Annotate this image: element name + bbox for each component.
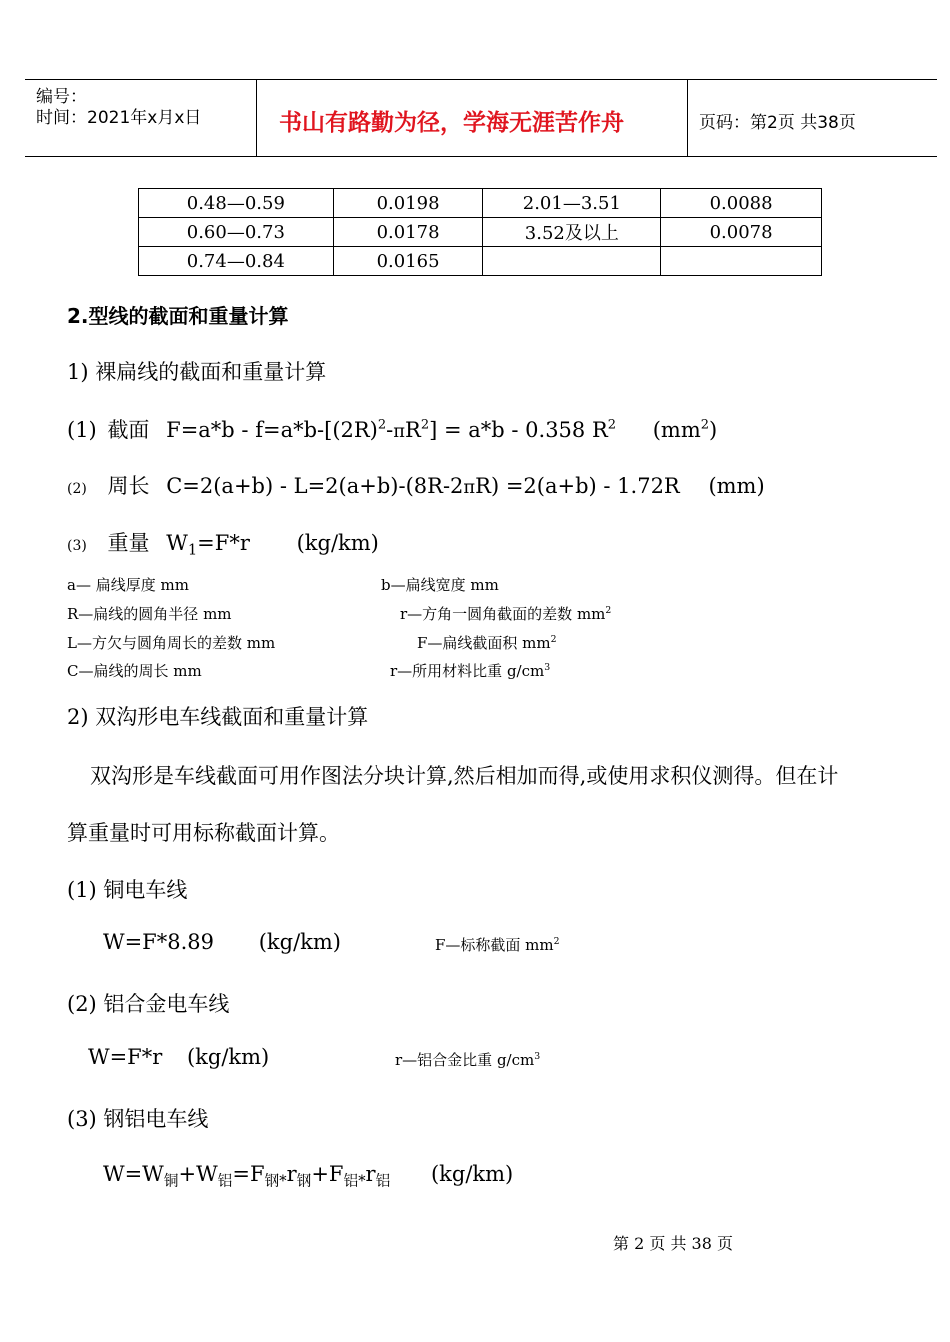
superscript: 2 bbox=[700, 417, 710, 433]
item-label: 周长 bbox=[107, 474, 150, 498]
formula-part: ] = a*b - 0.358 R bbox=[429, 418, 608, 442]
alu-formula: W=F*r (kg/km) bbox=[88, 1045, 270, 1069]
subscript: 1 bbox=[187, 541, 198, 559]
table-cell bbox=[483, 247, 661, 276]
header-top-rule bbox=[25, 79, 937, 80]
item-label: 重量 bbox=[107, 531, 150, 555]
note-item: C—扁线的周长 mm bbox=[67, 662, 202, 680]
note-item: a— 扁线厚度 mm bbox=[67, 576, 189, 594]
formula-part: =F*r bbox=[197, 531, 250, 555]
note-item: r—所用材料比重 $g/cm^3$ bbox=[390, 661, 551, 680]
pi-symbol: π bbox=[463, 477, 476, 498]
formula-part: F=a*b - f=a*b-[(2R) bbox=[166, 418, 378, 442]
item-number: (1) bbox=[67, 418, 97, 442]
item-number: (3) bbox=[67, 538, 87, 554]
header-time-label: 时间：2021年x月x日 bbox=[36, 108, 202, 128]
table-cell: 0.48—0.59 bbox=[139, 189, 334, 218]
formula-perimeter bbox=[67, 470, 765, 500]
table-cell: 2.01—3.51 bbox=[483, 189, 661, 218]
formula-part: R) =2(a+b) - 1.72R bbox=[475, 474, 680, 498]
page-footer: 第 2 页 共 38 页 bbox=[613, 1234, 733, 1253]
paragraph-line: 双沟形是车线截面可用作图法分块计算,然后相加而得,或使用求积仪测得。但在计 bbox=[90, 764, 839, 788]
table-row bbox=[139, 218, 822, 247]
note-item: L—方欠与圆角周长的差数 mm bbox=[67, 634, 276, 652]
superscript: 2 bbox=[420, 417, 430, 433]
formula-part: R bbox=[405, 418, 421, 442]
note-item: F—扁线截面积 $mm^2$ bbox=[417, 633, 557, 652]
note-item: R—扁线的圆角半径 mm bbox=[67, 605, 232, 623]
formula-part: W bbox=[166, 531, 188, 555]
header-page-code: 页码：第2页 共38页 bbox=[699, 113, 856, 133]
copper-note: F—标称截面 $mm^2$ bbox=[435, 935, 560, 954]
table-row bbox=[139, 247, 822, 276]
copper-formula: W=F*8.89 (kg/km) bbox=[103, 930, 341, 954]
pi-symbol: π bbox=[393, 421, 406, 442]
alu-note: r—铝合金比重 $g/cm^3$ bbox=[395, 1050, 541, 1069]
subsection-1-title: 1) 裸扁线的截面和重量计算 bbox=[67, 360, 327, 384]
note-item: r—方角一圆角截面的差数 $mm^2$ bbox=[400, 604, 612, 623]
coefficient-table bbox=[138, 188, 822, 276]
section-title: 2.型线的截面和重量计算 bbox=[67, 304, 289, 328]
header-number-label: 编号： bbox=[36, 87, 87, 107]
header-motto: 书山有路勤为径，学海无涯苦作舟 bbox=[279, 110, 624, 136]
header-bottom-rule bbox=[25, 156, 937, 157]
table-cell bbox=[661, 247, 822, 276]
header-divider-left bbox=[256, 80, 257, 157]
table-cell: 0.0088 bbox=[661, 189, 822, 218]
item-number: (2) bbox=[67, 481, 87, 497]
formula-part: C=2(a+b) - L=2(a+b)-(8R-2 bbox=[166, 474, 464, 498]
formula-weight bbox=[67, 527, 379, 557]
formula-part: - bbox=[386, 418, 394, 442]
table-cell: 0.74—0.84 bbox=[139, 247, 334, 276]
table-cell: 3.52及以上 bbox=[483, 218, 661, 247]
copper-title: (1) 铜电车线 bbox=[67, 878, 188, 902]
paragraph-line: 算重量时可用标称截面计算。 bbox=[67, 821, 340, 845]
table-cell: 0.0178 bbox=[333, 218, 483, 247]
superscript: 2 bbox=[377, 417, 387, 433]
table-row bbox=[139, 189, 822, 218]
table-cell: 0.60—0.73 bbox=[139, 218, 334, 247]
alu-title: (2) 铝合金电车线 bbox=[67, 992, 230, 1016]
steel-title: (3) 钢铝电车线 bbox=[67, 1107, 209, 1131]
note-item: b—扁线宽度 mm bbox=[381, 576, 499, 594]
unit: ) bbox=[709, 418, 718, 442]
unit: (mm bbox=[652, 418, 701, 442]
steel-formula: $W=W_铜+W_铝=F_{钢*}r_钢+F_{铝*}r_铝$ (kg/km) bbox=[103, 1162, 514, 1190]
header-divider-right bbox=[687, 80, 688, 157]
formula-cross-section bbox=[67, 414, 717, 444]
unit: (kg/km) bbox=[296, 531, 379, 555]
table-cell: 0.0165 bbox=[333, 247, 483, 276]
table-cell: 0.0078 bbox=[661, 218, 822, 247]
subsection-2-title: 2) 双沟形电车线截面和重量计算 bbox=[67, 705, 369, 729]
table-cell: 0.0198 bbox=[333, 189, 483, 218]
item-label: 截面 bbox=[107, 418, 150, 442]
superscript: 2 bbox=[607, 417, 617, 433]
unit: (mm) bbox=[708, 474, 765, 498]
